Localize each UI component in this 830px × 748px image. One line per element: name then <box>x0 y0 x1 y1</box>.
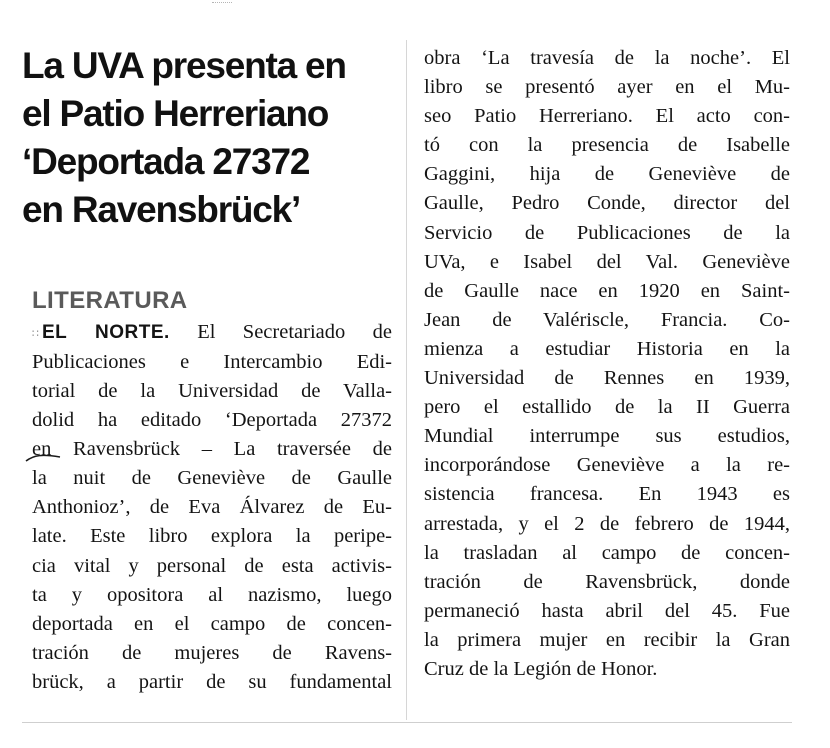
body-line: en Ravensbrück – La traversée de <box>32 438 392 461</box>
body-line: Gaulle, Pedro Conde, director del <box>424 192 790 215</box>
body-line: tó con la presencia de Isabelle <box>424 134 790 157</box>
body-line: tración de Ravensbrück, donde <box>424 570 790 593</box>
body-line: deportada en el campo de concen- <box>32 612 392 635</box>
left-column <box>32 318 392 697</box>
body-line: permaneció hasta abril del 45. Fue <box>424 599 790 622</box>
body-line-with-byline <box>32 318 392 348</box>
body-line: Mundial interrumpe sus estudios, <box>424 425 790 448</box>
body-line: Servicio de Publicaciones de la <box>424 221 790 244</box>
section-label: LITERATURA <box>32 287 188 314</box>
headline-line: en Ravensbrück’ <box>22 189 301 230</box>
body-line: dolid ha editado ‘Deportada 27372 <box>32 409 392 432</box>
bottom-rule <box>22 722 792 723</box>
body-line: la nuit de Geneviève de Gaulle <box>32 467 392 490</box>
body-line: cia vital y personal de esta activis- <box>32 554 392 577</box>
body-line: tración de mujeres de Ravens- <box>32 641 392 664</box>
body-line: torial de la Universidad de Valla- <box>32 379 392 402</box>
right-column <box>424 44 790 684</box>
body-line: Publicaciones e Intercambio Edi- <box>32 350 392 373</box>
pen-underline-icon <box>24 445 64 465</box>
body-text: El Secretariado de <box>197 321 392 343</box>
body-line: incorporándose Geneviève a la re- <box>424 454 790 477</box>
body-line: de Gaulle nace en 1920 en Saint- <box>424 279 790 302</box>
body-line: pero el estallido de la II Guerra <box>424 396 790 419</box>
body-line: Gaggini, hija de Geneviève de <box>424 163 790 186</box>
headline-line: el Patio Herreriano <box>22 93 329 134</box>
byline: EL NORTE. <box>42 322 170 343</box>
body-line: Cruz de la Legión de Honor. <box>424 657 658 680</box>
body-line: libro se presentó ayer en el Mu- <box>424 76 790 99</box>
headline <box>22 42 394 234</box>
body-line: arrestada, y el 2 de febrero de 1944, <box>424 512 790 535</box>
body-line: Universidad de Rennes en 1939, <box>424 367 790 390</box>
scan-artifact <box>212 0 232 3</box>
body-line: obra ‘La travesía de la noche’. El <box>424 47 790 69</box>
body-line: la trasladan al campo de concen- <box>424 541 790 564</box>
body-line: ta y opositora al nazismo, luego <box>32 583 392 606</box>
headline-line: ‘Deportada 27372 <box>22 141 310 182</box>
body-line: late. Este libro explora la peripe- <box>32 525 392 548</box>
body-line: brück, a partir de su fundamental <box>32 670 392 693</box>
body-line: Jean de Valériscle, Francia. Co- <box>424 308 790 331</box>
headline-line: La UVA presenta en <box>22 45 346 86</box>
column-divider <box>406 40 407 720</box>
body-line: seo Patio Herreriano. El acto con- <box>424 105 790 128</box>
body-line: UVa, e Isabel del Val. Geneviève <box>424 250 790 273</box>
dotted-square-icon: ∷ <box>32 326 38 340</box>
body-line: sistencia francesa. En 1943 es <box>424 483 790 506</box>
body-line: mienza a estudiar Historia en la <box>424 337 790 360</box>
body-line: Anthonioz’, de Eva Álvarez de Eu- <box>32 496 392 519</box>
body-line: la primera mujer en recibir la Gran <box>424 628 790 651</box>
